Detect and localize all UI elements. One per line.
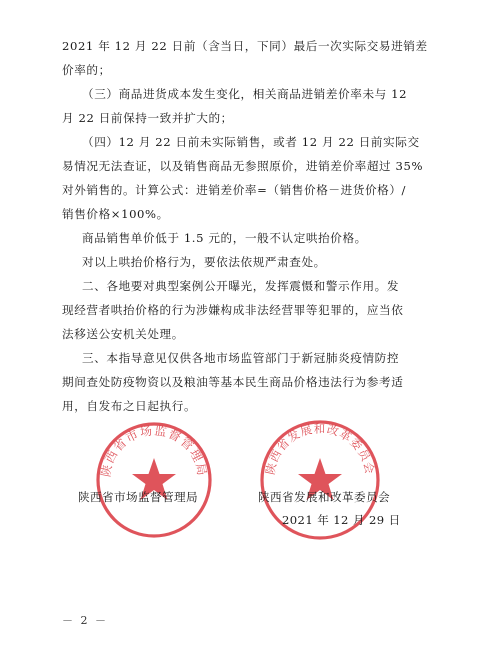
left-seal-text: 陕西省市场监督管理局: [98, 423, 210, 479]
body-line: （四）12 月 22 日前未实际销售，或者 12 月 22 日前实际交: [82, 135, 420, 149]
body-line: 价率的；: [62, 63, 111, 77]
body-line: 易情况无法查证，以及销售商品无参照原价，进销差价率超过 35%: [62, 159, 424, 173]
left-official-seal: [94, 420, 214, 540]
page-number: － 2 －: [62, 614, 108, 627]
body-line: 月 22 日前保持一致并扩大的；: [62, 111, 233, 125]
body-line: 三、本指导意见仅供各地市场监管部门于新冠肺炎疫情防控: [82, 351, 400, 365]
right-signature-org: 陕西省发展和改革委员会: [258, 490, 390, 504]
body-line: 二、各地要对典型案例公开曝光，发挥震慑和警示作用。发: [82, 279, 400, 293]
body-line: 法移送公安机关处理。: [62, 327, 184, 341]
body-line: 对外销售的。计算公式：进销差价率=（销售价格－进货价格）/: [62, 183, 407, 197]
signature-date: 2021 年 12 月 29 日: [282, 513, 401, 527]
right-seal-text: 陕西省发展和改革委员会: [262, 421, 378, 476]
body-line: （三）商品进货成本发生变化，相关商品进销差价率未与 12: [82, 87, 408, 101]
left-signature-org: 陕西省市场监督管理局: [78, 490, 198, 504]
body-line: 销售价格×100%。: [62, 207, 169, 221]
body-line: 期间查处防疫物资以及粮油等基本民生商品价格违法行为参考适: [62, 375, 404, 389]
body-line: 商品销售单价低于 1.5 元的，一般不认定哄抬价格。: [82, 231, 367, 245]
body-line: 2021 年 12 月 22 日前（含当日，下同）最后一次实际交易进销差: [62, 39, 428, 53]
body-line: 对以上哄抬价格行为，要依法依规严肃查处。: [82, 255, 326, 269]
body-line: 现经营者哄抬价格的行为涉嫌构成非法经营罪等犯罪的，应当依: [62, 303, 404, 317]
body-line: 用，自发布之日起执行。: [62, 399, 197, 413]
